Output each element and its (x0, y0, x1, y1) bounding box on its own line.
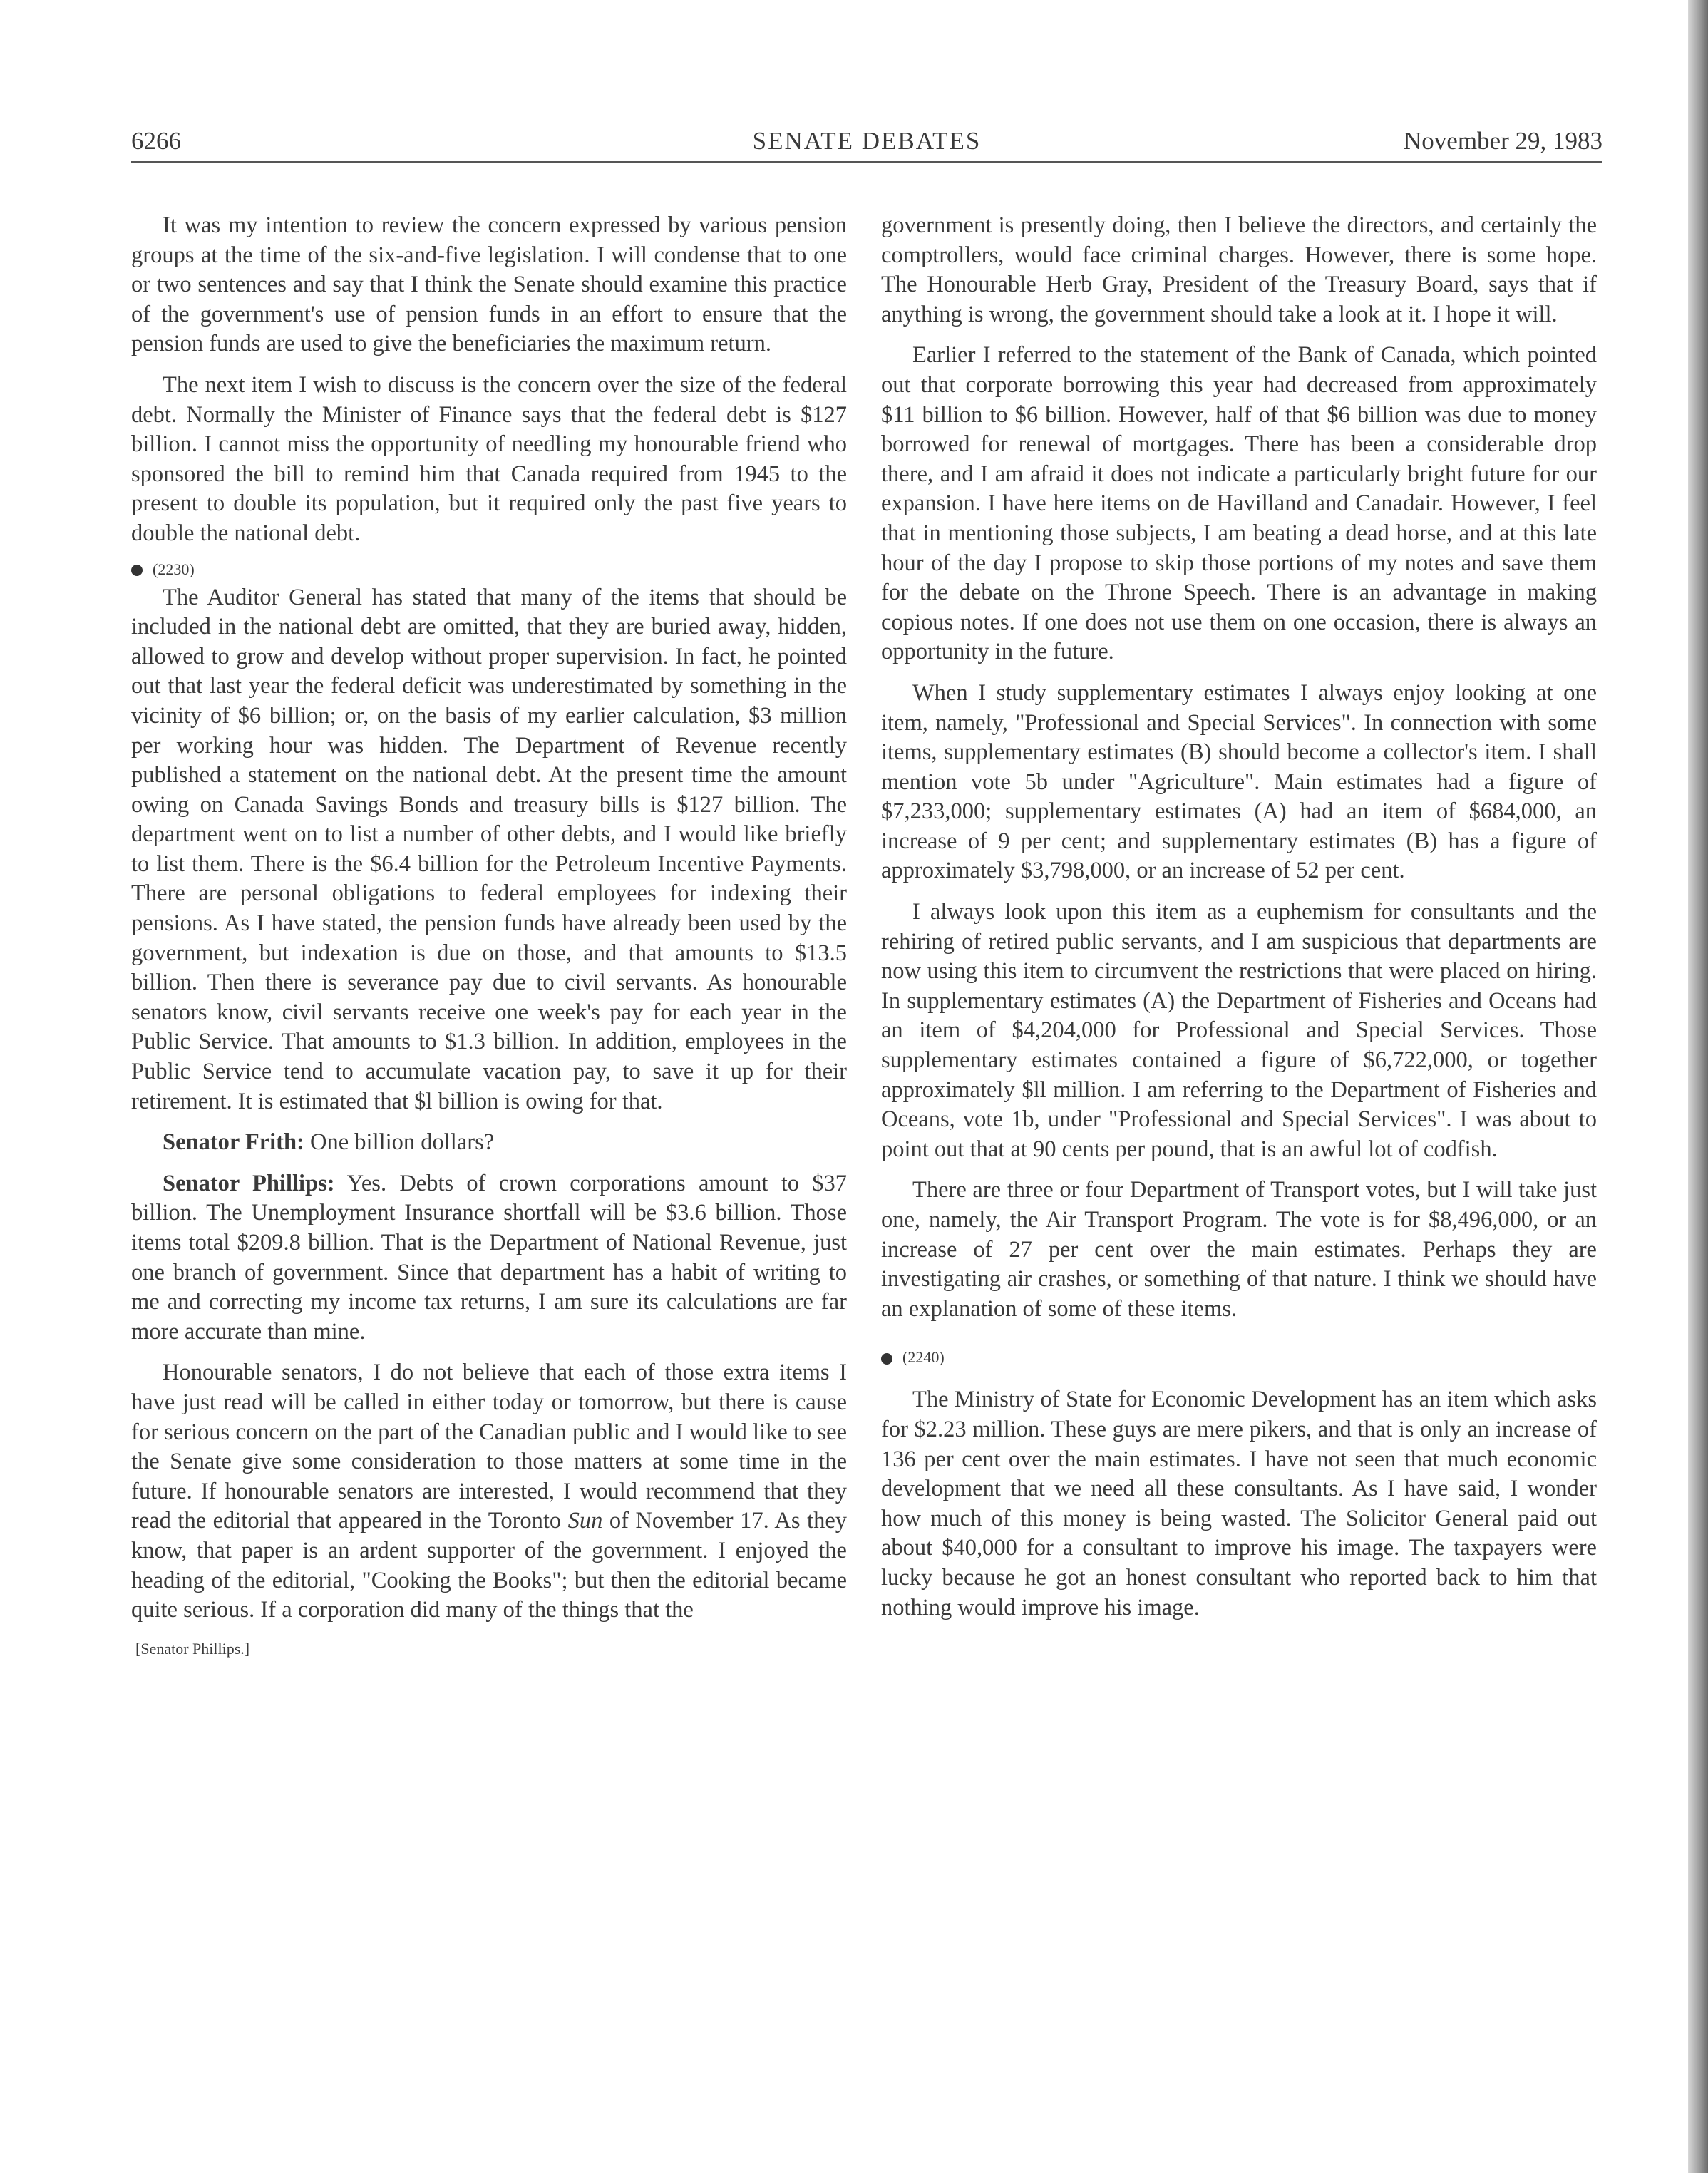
paragraph: The Auditor General has stated that many of the items that should be included in the national debt are omitted, that they are buried away, hidden, allowed to grow and develop without proper supervision. In fact, he pointed out that last year the federal deficit was underestimated by something in the vicinity of $6 billion; or, on the basis of my earlier calculation, $3 million per working hour was hidden. The Department of Revenue recently published a statement on the national debt. At the present time the amount owing on Canada Savings Bonds and treasury bills is $127 billion. The department went on to list a number of other debts, and I would like briefly to list them. There is the $6.4 billion for the Petroleum Incentive Payments. There are personal obligations to federal employees for indexing their pensions. As I have stated, the pension funds have already been used by the government, but indexation is due on those, and that amounts to $13.5 billion. Then there is severance pay due to civil servants. As honourable senators know, civil servants receive one week's pay for each year in the Public Service. That amounts to $1.3 billion. In addition, employees in the Public Service tend to accumulate vacation pay, to save it up for their retirement. It is estimated that $l billion is owing for that. (131, 584, 847, 1114)
speech-text: One billion dollars? (310, 1129, 495, 1156)
page-header (131, 121, 1602, 161)
page-number: 6266 (131, 127, 181, 155)
speaker-attribution: [Senator Phillips.] (135, 1639, 250, 1658)
paragraph: government is presently doing, then I believe the directors, and certainly the comptrollers, would face criminal charges. However, there is some hope. The Honourable Herb Gray, President of the Treasury Board, says that if anything is wrong, the government should take a look at it. I hope it will. (881, 212, 1597, 327)
speaker-name: Senator Frith: (163, 1129, 304, 1156)
paragraph: The Ministry of State for Economic Development has an item which asks for $2.23 million. These guys are mere pikers, and that is only an increase of 136 per cent over the main estimates. I have not seen that much economic development that we need all these consultants. As I have said, I wonder how much of this money is being wasted. The Solicitor General paid out about $40,000 for a consultant to improve his image. The taxpayers were lucky because he got an honest consultant who reported back to him that nothing would improve his image. (881, 1387, 1597, 1620)
speaker-name: Senator Phillips: (163, 1170, 335, 1196)
newspaper-name: Sun (567, 1508, 603, 1534)
publication-date: November 29, 1983 (1404, 127, 1602, 155)
speech-frith (131, 1128, 847, 1158)
paragraph: Earlier I referred to the statement of the Bank of Canada, which pointed out that corporate borrowing this year had decreased from approximately $11 billion to $6 billion. However, half of that $6 billion was due to money borrowed for renewal of mortgages. There has been a considerable drop there, and I am afraid it does not indicate a particularly bright future for our expansion. I have here items on de Havilland and Canadair. However, I feel that in mentioning those subjects, I am beating a dead horse, and at this late hour of the day I propose to skip those portions of my notes and save them for the debate on the Throne Speech. There is an advantage in making copious notes. If one does not use them on one occasion, there is always an opportunity in the future. (881, 342, 1597, 665)
paragraph: There are three or four Department of Transport votes, but I will take just one, namely, the Air Transport Program. The vote is for $8,496,000, or an increase of 27 per cent over the main estimates. Perhaps they are investigating air crashes, or something of that nature. I think we should have an explanation of some of these items. (881, 1177, 1597, 1322)
paragraph-text: Honourable senators, I do not believe that each of those extra items I have just read will be called in either today or tomorrow, but there is cause for serious concern on the part of the Canadian public and I would like to see the Senate give some consideration to those matters at some time in the future. If honourable senators are interested, I would recommend that they read the editorial that appeared in the Toronto (131, 1360, 847, 1534)
scan-edge-shadow (1688, 0, 1708, 2173)
bullet-icon (131, 565, 143, 576)
speech-phillips (131, 1169, 847, 1347)
time-marker (131, 558, 847, 582)
time-marker (881, 1345, 1597, 1370)
paragraph: When I study supplementary estimates I always enjoy looking at one item, namely, "Professional and Special Services". In connection with some items, supplementary estimates (B) should become a collector's item. I shall mention vote 5b under "Agriculture". Main estimates had a figure of $7,233,000; supplementary estimates (A) had an item of $684,000, an increase of 9 per cent; and supplementary estimates (B) has a figure of approximately $3,798,000, or an increase of 52 per cent. (881, 679, 1597, 884)
publication-title: SENATE DEBATES (752, 127, 982, 155)
paragraph (131, 1358, 847, 1625)
left-column (131, 211, 847, 1660)
paragraph: It was my intention to review the concern expressed by various pension groups at the time of the six-and-five legislation. I will condense that to one or two sentences and say that I think the Senate should examine this practice of the government's use of pension funds in an effort to ensure that the pension funds are used to give the beneficiaries the maximum return. (131, 212, 847, 357)
paragraph-text: of November 17. As they know, that paper is an ardent supporter of the government. I enjoyed the heading of the editorial, "Cooking the Books"; but then the editorial became quite serious. If a corporation did many of the things that the (131, 1508, 847, 1623)
right-column (881, 211, 1597, 1623)
bullet-icon (881, 1353, 892, 1365)
speech-text: Yes. Debts of crown corporations amount to $37 billion. The Unemployment Insurance shortfall will be $3.6 billion. Those items total $209.8 billion. That is the Department of National Revenue, just one branch of government. Since that department has a habit of writing to me and correcting my income tax returns, I am sure its calculations are far more accurate than mine. (131, 1170, 847, 1345)
time-marker-label: (2230) (153, 560, 195, 578)
header-rule (131, 161, 1602, 163)
paragraph: The next item I wish to discuss is the concern over the size of the federal debt. Normally the Minister of Finance says that the federal debt is $127 billion. I cannot miss the opportunity of needling my honourable friend who sponsored the bill to remind him that Canada required from 1945 to the present to double its population, but it required only the past five years to double the national debt. (131, 371, 847, 546)
paragraph: I always look upon this item as a euphemism for consultants and the rehiring of retired public servants, and I am suspicious that departments are now using this item to circumvent the restrictions that were placed on hiring. In supplementary estimates (A) the Department of Fisheries and Oceans had an item of $4,204,000 for Professional and Special Services. Those supplementary estimates contained a figure of $6,722,000, or together approximately $ll million. I am referring to the Department of Fisheries and Oceans, vote 1b, under "Professional and Special Services". I was about to point out that at 90 cents per pound, that is an awful lot of codfish. (881, 899, 1597, 1162)
time-marker-label: (2240) (902, 1348, 945, 1367)
